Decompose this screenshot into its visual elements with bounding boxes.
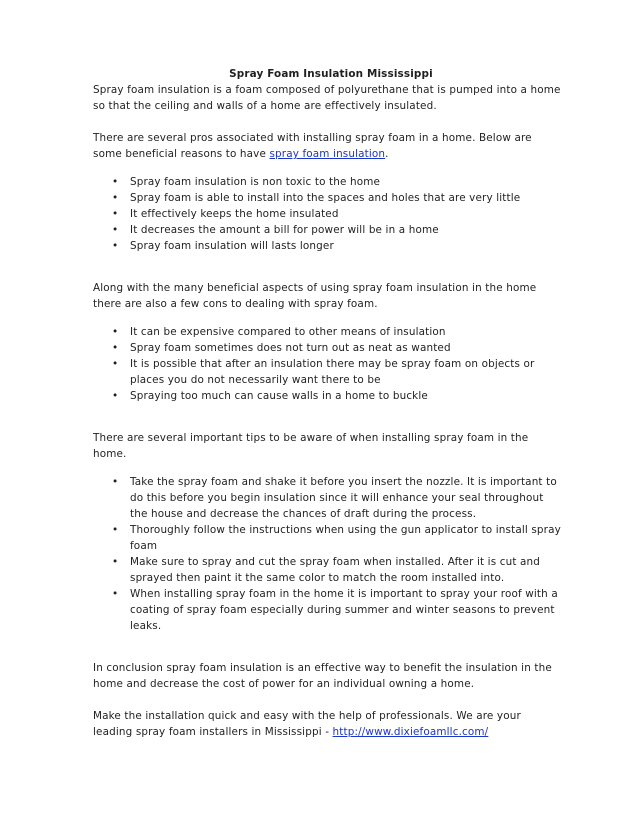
- list-item-text: It is possible that after an insulation there may be spray foam on objects or places you do not necessarily want there to be: [130, 358, 535, 386]
- bullet-icon: •: [112, 476, 119, 488]
- bullet-icon: •: [112, 176, 119, 188]
- bullet-icon: •: [112, 208, 119, 220]
- list-item-text: It can be expensive compared to other means of insulation: [130, 326, 446, 338]
- bullet-icon: •: [112, 524, 119, 536]
- cons-list: [93, 324, 563, 404]
- list-item: [93, 554, 563, 586]
- bullet-icon: •: [112, 358, 119, 370]
- bullet-icon: •: [112, 224, 119, 236]
- pros-intro-period: .: [385, 148, 389, 160]
- pros-list: [93, 174, 563, 254]
- list-item: [93, 340, 563, 356]
- list-item: [93, 474, 563, 522]
- closing-paragraph: [93, 708, 563, 740]
- spacer: [93, 254, 563, 280]
- bullet-icon: •: [112, 390, 119, 402]
- list-item: [93, 206, 563, 222]
- document-title: Spray Foam Insulation Mississippi: [229, 68, 433, 80]
- spray-foam-insulation-link[interactable]: spray foam insulation: [269, 148, 386, 160]
- tips-intro-paragraph: There are several important tips to be aware of when installing spray foam in the home.: [93, 432, 529, 460]
- conclusion-paragraph: In conclusion spray foam insulation is an effective way to benefit the insulation in the home and decrease the cost of power for an individual owning a home.: [93, 662, 552, 690]
- document-page: [93, 66, 563, 756]
- intro-paragraph: Spray foam insulation is a foam composed of polyurethane that is pumped into a home so that the ceiling and walls of a home are effectively insulated.: [93, 84, 561, 112]
- list-item-text: Spraying too much can cause walls in a home to buckle: [130, 390, 428, 402]
- cons-intro-paragraph: Along with the many beneficial aspects of using spray foam insulation in the home there are also a few cons to dealing with spray foam.: [93, 282, 537, 310]
- list-item: [93, 238, 563, 254]
- list-item-text: Spray foam sometimes does not turn out as neat as wanted: [130, 342, 451, 354]
- list-item-text: Take the spray foam and shake it before you insert the nozzle. It is important to do this before you begin insulation since it will enhance your seal throughout the house and decrease the chances of draft during the process.: [130, 476, 557, 520]
- bullet-icon: •: [112, 556, 119, 568]
- list-item: [93, 586, 563, 634]
- list-item: [93, 174, 563, 190]
- list-item: [93, 222, 563, 238]
- list-item: [93, 522, 563, 554]
- list-item-text: Thoroughly follow the instructions when using the gun applicator to install spray foam: [130, 524, 561, 552]
- list-item-text: It effectively keeps the home insulated: [130, 208, 339, 220]
- list-item: [93, 356, 563, 388]
- website-link[interactable]: http://www.dixiefoamllc.com/: [332, 726, 489, 738]
- bullet-icon: •: [112, 588, 119, 600]
- list-item-text: Make sure to spray and cut the spray foam when installed. After it is cut and sprayed then paint it the same color to match the room installed into.: [130, 556, 540, 584]
- bullet-icon: •: [112, 240, 119, 252]
- list-item: [93, 324, 563, 340]
- list-item-text: When installing spray foam in the home it is important to spray your roof with a coating of spray foam especially during summer and winter seasons to prevent leaks.: [130, 588, 558, 632]
- list-item-text: It decreases the amount a bill for power will be in a home: [130, 224, 439, 236]
- list-item: [93, 388, 563, 404]
- spacer: [93, 404, 563, 430]
- bullet-icon: •: [112, 342, 119, 354]
- pros-intro-paragraph: [93, 130, 563, 162]
- list-item-text: Spray foam is able to install into the spaces and holes that are very little: [130, 192, 521, 204]
- list-item: [93, 190, 563, 206]
- tips-list: [93, 474, 563, 634]
- pros-intro-text: There are several pros associated with installing spray foam in a home. Below are some beneficial reasons to have: [93, 132, 532, 160]
- list-item-text: Spray foam insulation is non toxic to the home: [130, 176, 381, 188]
- spacer: [93, 634, 563, 660]
- bullet-icon: •: [112, 326, 119, 338]
- bullet-icon: •: [112, 192, 119, 204]
- closing-text: Make the installation quick and easy with the help of professionals. We are your leading spray foam installers in Mississippi -: [93, 710, 521, 738]
- list-item-text: Spray foam insulation will lasts longer: [130, 240, 334, 252]
